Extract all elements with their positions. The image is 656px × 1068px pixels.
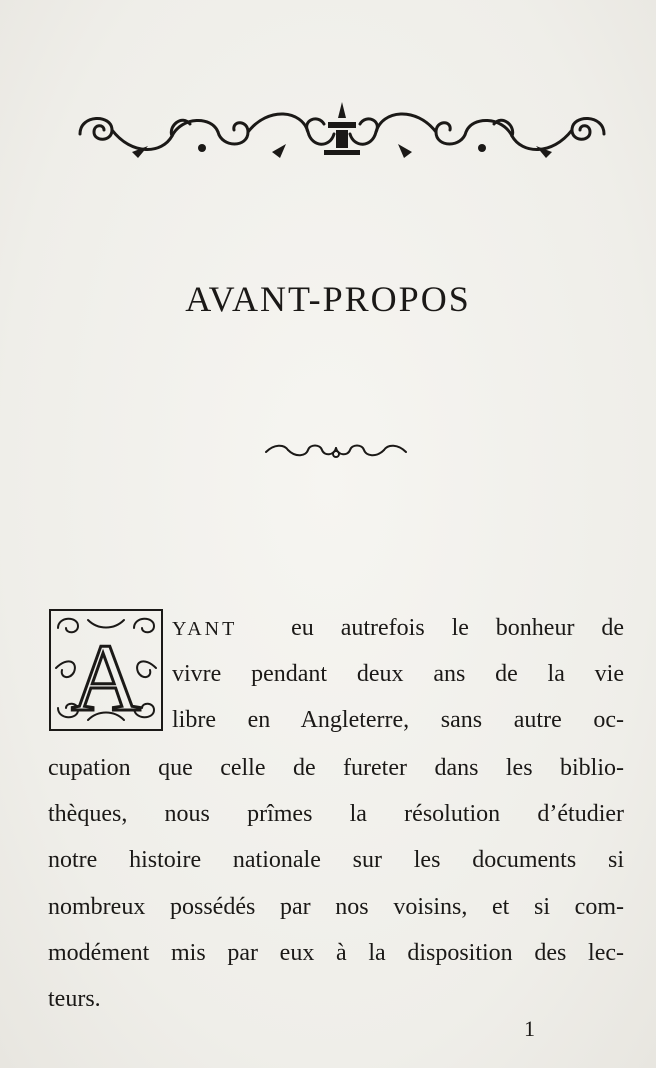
text-line-7: nombreux possédés par nos voisins, et si com- — [48, 894, 624, 920]
text-line-6: notre histoire nationale sur les documents si — [48, 847, 624, 873]
text-line-5: thèques, nous prîmes la résolution d’étudier — [48, 801, 624, 827]
text-line-9: teurs. — [48, 986, 101, 1012]
text-line-1 — [172, 616, 624, 641]
title-ornament — [262, 436, 410, 464]
text-line-4: cupation que celle de fureter dans les biblio- — [48, 755, 624, 781]
signature-mark: 1 — [524, 1016, 535, 1041]
text-line-8: modément mis par eux à la disposition des lec- — [48, 940, 624, 966]
first-word-rest: YANT — [172, 618, 238, 640]
page-title: AVANT-PROPOS — [185, 279, 471, 319]
drop-cap-ornament — [48, 608, 164, 732]
text-line-2: vivre pendant deux ans de la vie — [172, 661, 624, 687]
drop-cap-letter: A — [71, 624, 141, 731]
text-line-3: libre en Angleterre, sans autre oc- — [172, 707, 624, 733]
line-1-text: eu autrefois le bonheur de — [291, 615, 625, 641]
headpiece-ornament — [72, 96, 612, 168]
